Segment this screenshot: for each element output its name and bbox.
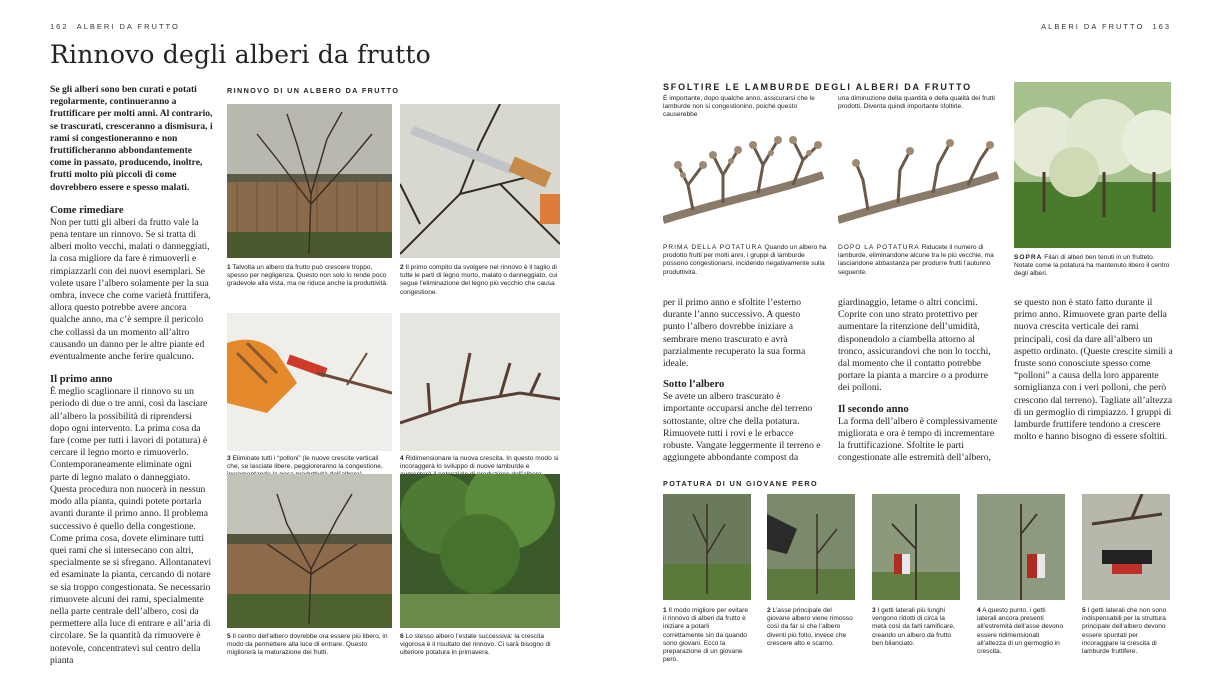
steps-heading: RINNOVO DI UN ALBERO DA FRUTTO (227, 86, 400, 95)
caption-step-1: 1 Talvolta un albero da frutto può crescere troppo, spesso per negligenza. Questo non solo lo rende poco gradevole alla vista, ma ne riduce anche la produttività. (227, 264, 388, 288)
photo-pear-3 (872, 494, 960, 600)
pear-heading: POTATURA DI UN GIOVANE PERO (663, 479, 818, 488)
paragraph-first-year-cont: per il primo anno e sfoltite l’esterno durante l’anno successivo. A questo punto l’albero dovrebbe iniziare a sembrare meno trascurato e avrà parzialmente recuperato la sua forma ideale. (663, 297, 806, 370)
caption-step-2: 2 Il primo compito da svolgere nel rinnovo è il taglio di tutte le parti di legno morto, malato o danneggiato, cui segue l’eliminazione del legno più vecchio che causa congestione. (400, 264, 558, 296)
page-title: Rinnovo degli alberi da frutto (50, 40, 431, 69)
text-column-3 (1014, 297, 1174, 443)
text-column-1 (663, 297, 823, 464)
caption-pear-4: 4 A questo punto, i getti laterali ancora presenti all’estremità dell’asse devono essere ridimensionati all’altezza di un germoglio in crescita. (977, 607, 1064, 656)
thinning-intro-1: È importante, dopo qualche anno, assicurarsi che le lamburde non si congestionino, poiché questo causerebbe (663, 95, 815, 119)
paragraph-primo-anno: È meglio scaglionare il rinnovo su un periodo di due o tre anni, così da lasciare all’albero la possibilità di riprendersi dopo ogni intervento. La prima cosa da fare (come per tutti i lavori di potatura) è cercare il legno morto e rimuoverlo. Contemporaneamente eliminate ogni parte di legno malato o danneggiato. Questa procedura non nuocerà in nessun modo alla pianta, quindi potete portarla avanti durante il primo anno. Il problema successivo è quello della congestione. Come prima cosa, dovete eliminare tutti quei rami che si intersecano con altri, specialmente se si sfregano. Allontanatevi ed esaminate la pianta, cercando di notare se sia troppo congestionata. Se necessario rimuovete alcuni dei rami, specialmente nella parte centrale dell’albero, così da permettere alla luce di entrare e all’aria di circolare. Se la quantità da rimuovere è notevole, concentratevi sul centro della pianta (50, 386, 212, 666)
caption-pear-5: 5 I getti laterali che non sono indispensabili per la struttura principale dell’albero devono essere spuntati per incoraggiare la crescita di lamburde fruttifere. (1082, 607, 1167, 656)
photo-overgrown-tree (227, 104, 392, 258)
photo-trimmed-growth (400, 313, 560, 451)
caption-orchard: SOPRA Filari di alberi ben tenuti in un frutteto. Notate come la potatura ha mantenuto libero il centro degli alberi. (1014, 254, 1170, 278)
paragraph-come-rimediare: Non per tutti gli alberi da frutto vale la pena tentare un rinnovo. Se si tratta di alberi molto vecchi, malati o danneggiati, la cosa migliore da fare è rimuoverli e rimpiazzarli con dei nuovi esemplari. Se volete usare l’albero solamente per la sua ombra, invece che come varietà fruttifera, allora questo potrebbe avere ancora qualche anno, ma c’è sempre il pericolo che collassi da un momento all’altro causando un danno per le altre piante ed eventualmente anche ferire qualcuno. (50, 216, 211, 363)
caption-after-pruning: DOPO LA POTATURA Riducete il numero di lamburde, eliminandone alcune tra le più vecchie, ma lasciandone abbastanza per produrre frutti l’autunno seguente. (838, 244, 994, 276)
photo-orchard-rows (1014, 82, 1171, 248)
photo-pear-5 (1082, 494, 1170, 600)
paragraph-secondo-anno-cont: se questo non è stato fatto durante il primo anno. Rimuovete gran parte della nuova crescita verticale dei rami principali, così da dare all’albero un aspetto ordinato. (Queste crescite simili a fruste sono conosciute spesso come “polloni” a causa della loro apparente somiglianza con i veri polloni, che però crescono dal terreno). Tagliate all’altezza di un germoglio di rimpiazzo. I gruppi di lamburde fruttifere tendono a crescere molto e hanno bisogno di essere sfoltiti. (1014, 297, 1173, 443)
running-title-left: ALBERI DA FRUTTO (76, 22, 180, 31)
folio-left: 162 (50, 22, 69, 31)
folio-right: 163 (1152, 22, 1171, 31)
subheading-primo-anno: Il primo anno (50, 374, 113, 386)
caption-before-pruning: PRIMA DELLA POTATURA Quando un albero ha prodotto frutti per molti anni, i gruppi di lamburde possono congestionarsi, incidendo negativamente sulla produttività. (663, 244, 827, 276)
caption-step-3: 3 Eliminate tutti i “polloni” (le nuove crescite verticali che, se lasciate libere, peggioreranno la congestione, (227, 455, 383, 471)
running-title-right: ALBERI DA FRUTTO (1041, 22, 1145, 31)
thinning-heading: SFOLTIRE LE LAMBURDE DEGLI ALBERI DA FRUTTO (663, 82, 972, 92)
caption-step-6: 6 Lo stesso albero l’estate successiva: la crescita vigorosa è il risultato del rinnovo. Ci sarà bisogno di ulteriore potatura in primavera. (400, 633, 551, 657)
photo-pear-1 (663, 494, 751, 600)
text-column-2 (838, 297, 998, 464)
illustration-after-pruning (838, 125, 1003, 235)
caption-pear-1: 1 Il modo migliore per evitare il rinnovo di alberi da frutto è iniziare a potarli correttamente sin da quando sono giovani. Ecco la preparazione di un giovane pero. (663, 607, 749, 664)
photo-saw-cut (400, 104, 560, 258)
caption-pear-3: 3 I getti laterali più lunghi vengono ridotti di circa la metà così da farli ramificare, creando un albero da frutto ben bilanciato. (872, 607, 955, 647)
running-head-left (50, 22, 180, 31)
text-column-left (50, 84, 213, 667)
running-head-right (1041, 22, 1171, 31)
subheading-come-rimediare: Come rimediare (50, 204, 124, 216)
subheading-secondo-anno: Il secondo anno (838, 403, 909, 415)
photo-pear-2 (767, 494, 855, 600)
caption-step-4: 4 Ridimensionare la nuova crescita. In questo modo si incoraggerà lo sviluppo di nuove lamburde e (400, 455, 559, 471)
paragraph-sotto-albero-cont: giardinaggio, letame o altri concimi. Coprite con uno strato protettivo per aumentare la ritenzione dell’umidità, disponendolo a ciambella attorno al tronco, assicurandovi che non lo tocchi, dal momento che il contatto potrebbe portare la pianta a marcire o a produrre dei polloni. (838, 297, 991, 394)
photo-pear-4 (977, 494, 1065, 600)
paragraph-secondo-anno: La forma dell’albero è complessivamente migliorata e ora è tempo di incrementare la fruttificazione. Sfoltite le parti congestionate alle estremità dell’albero, (838, 415, 998, 464)
subheading-sotto-albero: Sotto l’albero (663, 379, 725, 391)
caption-pear-2: 2 L’asse principale del giovane albero viene rimosso così da far sì che l’albero diventi più folto, invece che crescere alto e scarno. (767, 607, 853, 647)
illustration-before-pruning (663, 125, 828, 235)
thinning-intro-2: una diminuzione della quantità e della qualità dei frutti prodotti. Diventa quindi importante sfoltirle. (838, 95, 995, 111)
intro-paragraph: Se gli alberi sono ben curati e potati regolarmente, continueranno a fruttificare per molti anni. Al contrario, se trascurati, cresceranno a dismisura, i rami si congestioneranno e non fruttificheranno abbondantemente come in passato, producendo, inoltre, frutti molto più piccoli di come dovrebbero essere e spesso malati. (50, 84, 213, 193)
photo-summer-tree (400, 474, 560, 628)
caption-step-5: 5 Il centro dell’albero dovrebbe ora essere più libero, in modo da permettere alla luce di entrare. Questo migliorerà la maturazione dei frutti. (227, 633, 388, 657)
paragraph-sotto-albero: Se avete un albero trascurato è importante occuparsi anche del terreno sottostante, oltre che della potatura. Rimuovete tutti i rovi e le erbacce robuste. Vangate leggermente il terreno e aggiungete abbondante compost da (663, 391, 821, 464)
photo-open-centre-tree (227, 474, 392, 628)
photo-removing-suckers (227, 313, 392, 451)
